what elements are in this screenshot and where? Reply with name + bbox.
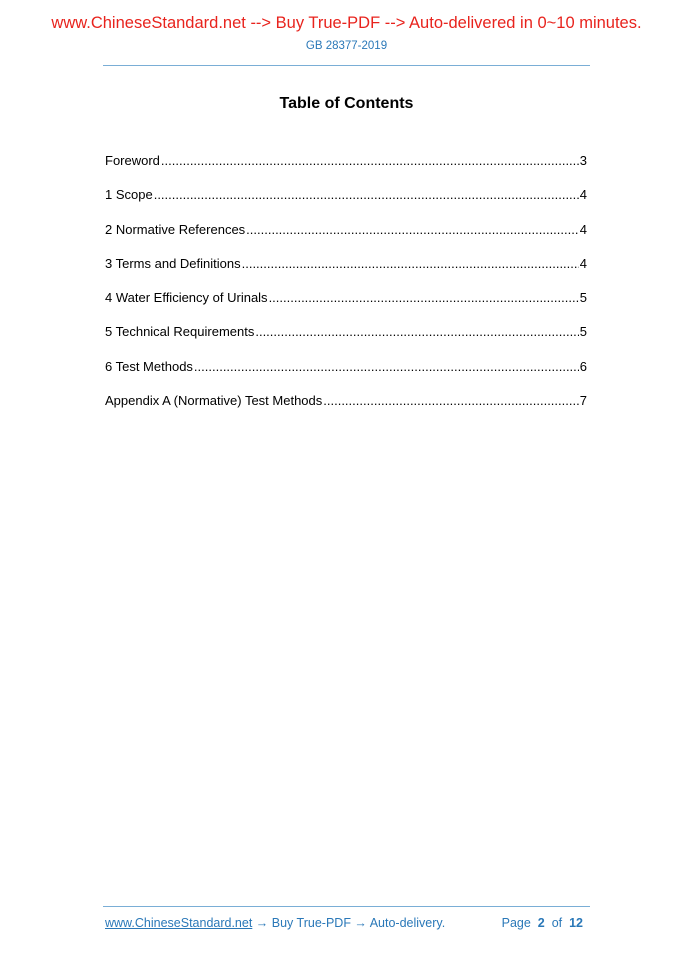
toc-entry-technical-requirements[interactable] xyxy=(105,324,587,358)
arrow-right-icon: → xyxy=(252,916,272,930)
arrow-right-icon: → xyxy=(350,916,370,930)
page-total: 12 xyxy=(569,916,583,930)
toc-entry-page: 4 xyxy=(579,255,587,271)
toc-entry-label: 2 Normative References xyxy=(105,221,246,237)
header-divider xyxy=(103,65,590,66)
footer-divider xyxy=(103,906,590,907)
toc-entry-foreword[interactable] xyxy=(105,153,587,187)
toc-dot-leader xyxy=(269,290,579,306)
table-of-contents xyxy=(105,153,587,427)
toc-entry-scope[interactable] xyxy=(105,187,587,221)
toc-dot-leader xyxy=(161,153,579,169)
toc-entry-label: Appendix A (Normative) Test Methods xyxy=(105,393,323,409)
toc-entry-label: 1 Scope xyxy=(105,187,153,203)
toc-dot-leader xyxy=(242,256,579,272)
toc-entry-terms-definitions[interactable] xyxy=(105,256,587,290)
banner-text[interactable]: www.ChineseStandard.net --> Buy True-PDF --> Auto-delivered in 0~10 minutes. xyxy=(51,14,642,32)
toc-entry-normative-references[interactable] xyxy=(105,222,587,256)
toc-entry-label: 3 Terms and Definitions xyxy=(105,255,241,271)
footer-promo xyxy=(105,916,445,930)
page-title: Table of Contents xyxy=(279,95,414,112)
toc-entry-label: 5 Technical Requirements xyxy=(105,324,255,340)
footer-site-link[interactable]: www.ChineseStandard.net xyxy=(105,916,253,930)
toc-dot-leader xyxy=(154,187,579,203)
toc-entry-appendix-a[interactable] xyxy=(105,393,587,427)
toc-entry-test-methods[interactable] xyxy=(105,359,587,393)
toc-entry-label: Foreword xyxy=(105,153,160,168)
page-of: of xyxy=(551,916,563,930)
toc-entry-page: 3 xyxy=(579,153,587,168)
toc-dot-leader xyxy=(246,222,579,238)
toc-dot-leader xyxy=(255,324,578,340)
toc-dot-leader xyxy=(194,359,579,375)
page-current: 2 xyxy=(537,916,545,930)
document-code: GB 28377-2019 xyxy=(305,40,388,52)
footer-buy-text: Buy True-PDF xyxy=(271,916,351,930)
toc-entry-label: 6 Test Methods xyxy=(105,358,193,374)
toc-entry-page: 7 xyxy=(579,393,587,409)
toc-entry-page: 6 xyxy=(579,358,587,374)
page-label: Page xyxy=(501,916,531,930)
toc-entry-page: 5 xyxy=(579,324,587,340)
toc-entry-page: 4 xyxy=(579,187,587,203)
page-number xyxy=(502,916,583,930)
toc-entry-page: 5 xyxy=(579,290,587,306)
toc-entry-label: 4 Water Efficiency of Urinals xyxy=(105,290,268,306)
footer-delivery-text: Auto-delivery. xyxy=(369,916,446,930)
toc-entry-water-efficiency[interactable] xyxy=(105,290,587,324)
toc-dot-leader xyxy=(323,393,579,409)
toc-entry-page: 4 xyxy=(579,221,587,237)
